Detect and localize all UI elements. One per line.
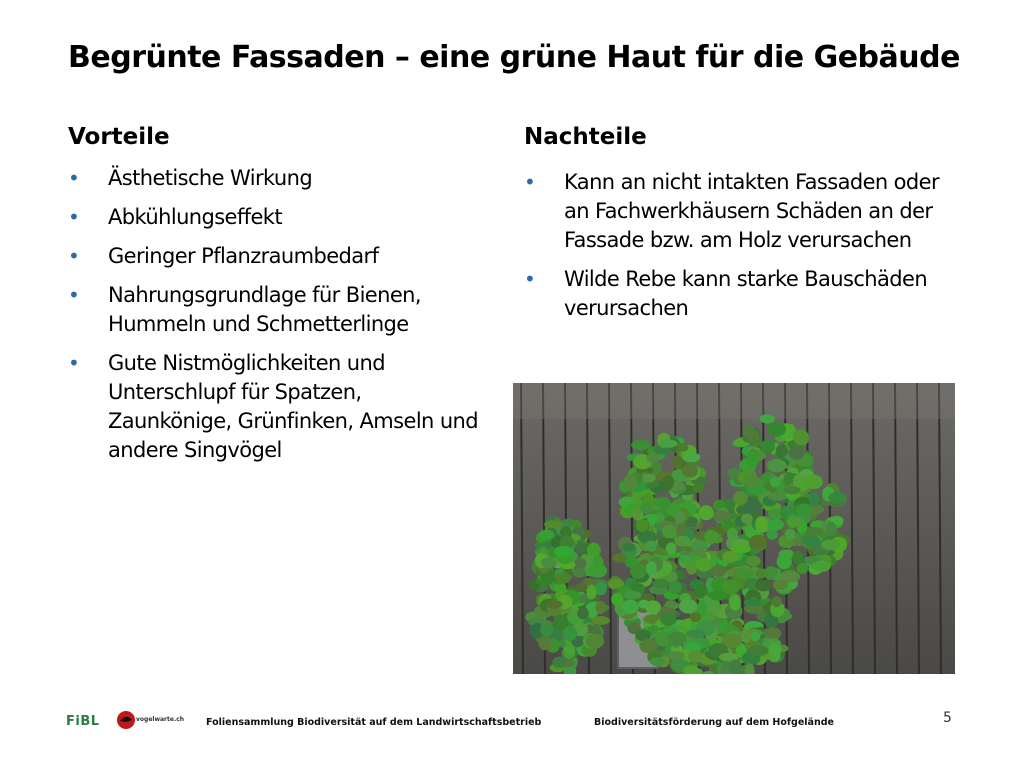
list-item: • Gute Nistmöglichkeiten und Unterschlupf für Spatzen, Zaunkönige, Grünfinken, Amseln und andere Singvögel	[68, 351, 478, 462]
page-number: 5	[943, 710, 952, 726]
facade-photo	[513, 383, 955, 674]
bullet-dot-icon: •	[68, 205, 80, 229]
bullet-dot-icon: •	[68, 244, 80, 268]
bullet-dot-icon: •	[524, 267, 536, 291]
bullet-dot-icon: •	[68, 166, 80, 190]
ivy-wall-illustration	[513, 383, 955, 674]
bullet-dot-icon: •	[524, 170, 536, 194]
advantages-heading: Vorteile	[68, 124, 170, 150]
bullet-dot-icon: •	[68, 351, 80, 375]
fibl-logo: FiBL	[66, 714, 100, 729]
list-item: • Ästhetische Wirkung	[68, 164, 488, 193]
vogelwarte-logo-text: vogelwarte.ch	[136, 716, 185, 723]
slide-title: Begrünte Fassaden – eine grüne Haut für die Gebäude	[68, 40, 960, 75]
disadvantages-heading: Nachteile	[524, 124, 647, 150]
disadvantages-list	[524, 168, 964, 333]
footer	[0, 706, 1024, 740]
list-item: • Geringer Pflanzraumbedarf	[68, 242, 488, 271]
bullet-dot-icon: •	[68, 283, 80, 307]
list-item: • Kann an nicht intakten Fassaden oder an Fachwerkhäusern Schäden an der Fassade bzw. am Holz verursachen	[524, 170, 940, 252]
list-item: • Nahrungsgrundlage für Bienen, Hummeln und Schmetterlinge	[68, 283, 421, 336]
list-item: • Abkühlungseffekt	[68, 203, 488, 232]
footer-topic: Biodiversitätsförderung auf dem Hofgelände	[594, 717, 834, 728]
advantages-list	[68, 164, 488, 475]
footer-collection-title: Foliensammlung Biodiversität auf dem Landwirtschaftsbetrieb	[206, 717, 542, 728]
list-item: • Wilde Rebe kann starke Bauschäden verursachen	[524, 267, 928, 320]
